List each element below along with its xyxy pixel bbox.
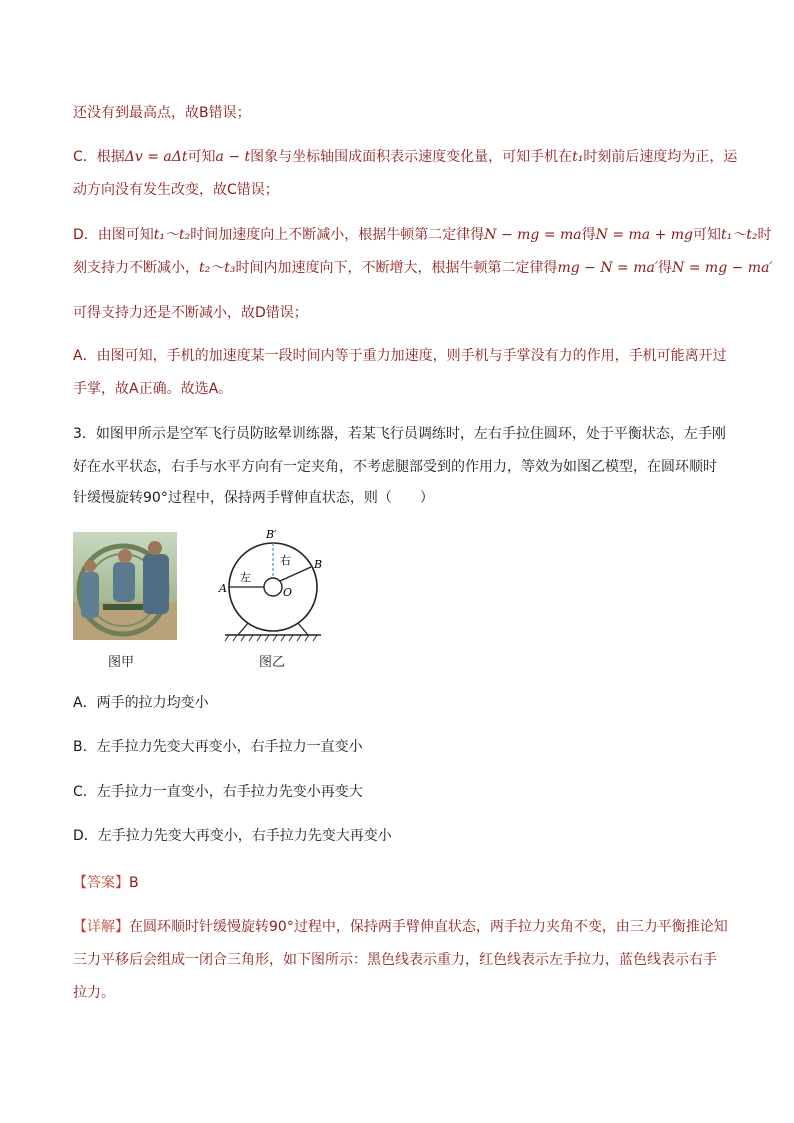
label-b-prime: B′ <box>266 528 277 541</box>
label-o: O <box>283 586 293 599</box>
solution-line-a2: 手掌，故A正确。故选A。 <box>73 381 233 397</box>
detail-tag: 【详解】 <box>73 919 129 935</box>
caption-right: 图乙 <box>259 655 286 670</box>
detail-line-2: 三力平移后会组成一闭合三角形，如下图所示：黑色线表示重力，红色线表示左手拉力，蓝色线表示右手 <box>73 952 717 968</box>
ring-diagram <box>213 524 333 649</box>
training-photo <box>73 532 177 640</box>
option-d: D．左手拉力先变大再变小，右手拉力先变大再变小 <box>73 828 392 844</box>
question-line-1: 3．如图甲所示是空军飞行员防眩晕训练器，若某飞行员调练时，左右手拉住圆环，处于平衡状态，左手刚 <box>73 426 726 442</box>
option-b: B．左手拉力先变大再变小，右手拉力一直变小 <box>73 739 363 755</box>
detail-line-1: 【详解】在圆环顺时针缓慢旋转90°过程中，保持两手臂伸直状态，两手拉力夹角不变，由三力平衡推论知 <box>73 919 728 935</box>
solution-line-d1: D．由图可知t₁～t₂时间加速度向上不断减小，根据牛顿第二定律得N − mg = ma得N = ma + mg可知t₁～t₂时 <box>73 227 772 243</box>
inner-hub <box>264 578 282 596</box>
question-line-3: 针缓慢旋转90°过程中，保持两手臂伸直状态，则（ ） <box>73 490 434 506</box>
option-a: A．两手的拉力均变小 <box>73 695 209 711</box>
detail-line-3: 拉力。 <box>73 985 115 1001</box>
ground-hatch <box>225 635 317 641</box>
caption-left: 图甲 <box>108 655 135 670</box>
question-line-2: 好在水平状态，右手与水平方向有一定夹角，不考虑腿部受到的作用力，等效为如图乙模型，在圆环顺时 <box>73 459 717 475</box>
solution-line-d2: 刻支持力不断减小，t₂～t₃时间内加速度向下，不断增大，根据牛顿第二定律得mg − N = ma′得N = mg − ma′ <box>73 260 773 276</box>
solution-line-b: 还没有到最高点，故B错误； <box>73 105 251 121</box>
label-right: 右 <box>280 554 291 567</box>
answer-line <box>73 873 139 893</box>
label-a: A <box>219 582 227 595</box>
solution-line-c1: C．根据Δv = aΔt可知a − t图象与坐标轴围成面积表示速度变化量，可知手机在t₁时刻前后速度均为正，运 <box>73 149 738 165</box>
label-left: 左 <box>240 571 251 584</box>
solution-line-c2: 动方向没有发生改变，故C错误； <box>73 182 279 198</box>
answer-value: B <box>129 875 139 891</box>
label-b: B <box>314 558 323 571</box>
solution-line-a1: A．由图可知，手机的加速度某一段时间内等于重力加速度，则手机与手掌没有力的作用，手机可能离开过 <box>73 348 727 364</box>
answer-tag: 【答案】 <box>73 875 129 891</box>
right-arm <box>280 567 311 581</box>
solution-line-d3: 可得支持力还是不断减小，故D错误； <box>73 305 308 321</box>
option-c: C．左手拉力一直变小，右手拉力先变小再变大 <box>73 784 363 800</box>
